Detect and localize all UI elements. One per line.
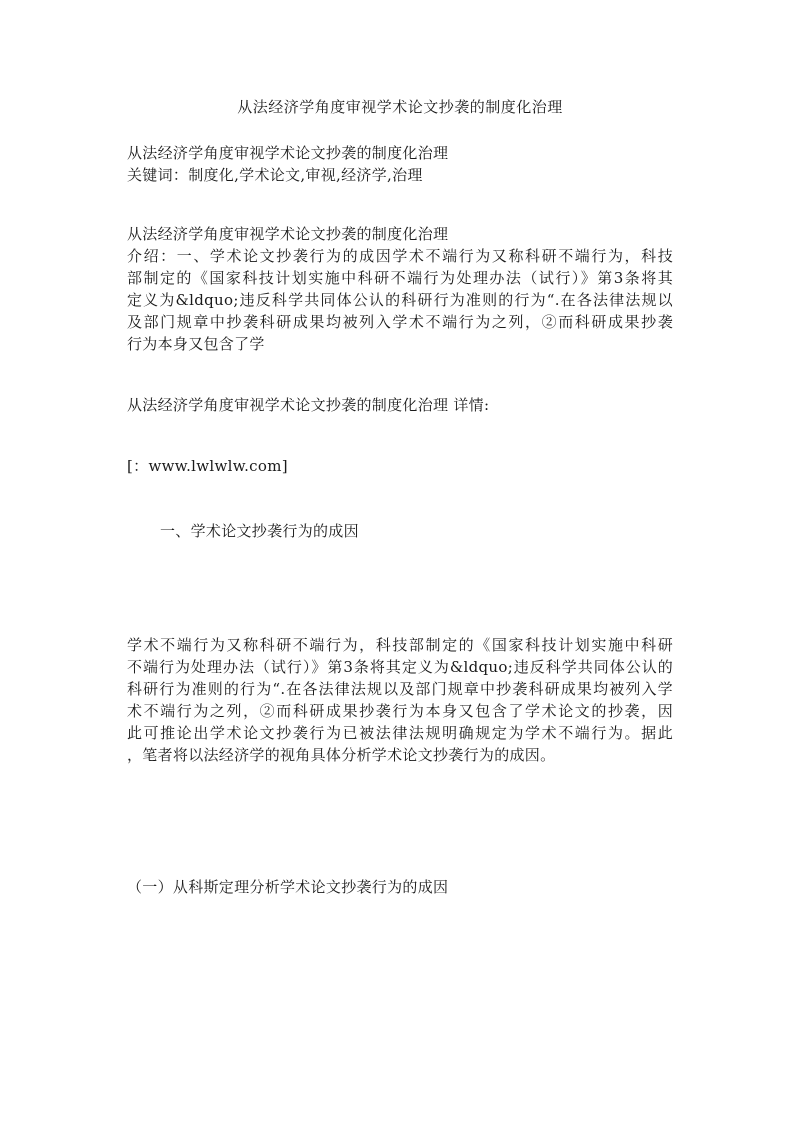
paragraph-line-2: 不端行为处理办法（试行）》第3条将其定义为&ldquo;违反科学共同体公认的 [127,658,673,676]
section-1-heading: 一、学术论文抄袭行为的成因 [160,522,359,540]
paragraph-line-4: 术不端行为之列，②而科研成果抄袭行为本身又包含了学术论文的抄袭，因 [127,702,673,720]
intro-line-2: 部制定的《国家科技计划实施中科研不端行为处理办法（试行）》第3条将其 [127,269,673,287]
meta-block [127,142,673,186]
section-2-heading: （一）从科斯定理分析学术论文抄袭行为的成因 [127,878,449,896]
meta-subtitle: 从法经济学角度审视学术论文抄袭的制度化治理 [127,144,449,162]
paragraph-line-3: 科研行为准则的行为“.在各法律法规以及部门规章中抄袭科研成果均被列入学 [127,680,673,698]
detail-line: 从法经济学角度审视学术论文抄袭的制度化治理 详情: [127,396,490,414]
body-paragraph [127,634,673,766]
intro-line-1: 介绍：一、学术论文抄袭行为的成因学术不端行为又称科研不端行为，科技 [127,247,673,265]
intro-title: 从法经济学角度审视学术论文抄袭的制度化治理 [127,225,449,243]
intro-line-3: 定义为&ldquo;违反科学共同体公认的科研行为准则的行为“.在各法律法规以 [127,291,673,309]
intro-line-5: 行为本身又包含了学 [127,335,265,353]
intro-block [127,223,673,355]
intro-line-4: 及部门规章中抄袭科研成果均被列入学术不端行为之列，②而科研成果抄袭 [127,313,673,331]
document-title: 从法经济学角度审视学术论文抄袭的制度化治理 [237,98,563,116]
keywords-line: 关键词：制度化,学术论文,审视,经济学,治理 [127,166,423,184]
site-link-line: [：www.lwlwlw.com] [127,457,288,475]
paragraph-line-1: 学术不端行为又称科研不端行为，科技部制定的《国家科技计划实施中科研 [127,636,673,654]
paragraph-line-6: ，笔者将以法经济学的视角具体分析学术论文抄袭行为的成因。 [127,746,556,764]
paragraph-line-5: 此可推论出学术论文抄袭行为已被法律法规明确规定为学术不端行为。据此 [127,724,673,742]
